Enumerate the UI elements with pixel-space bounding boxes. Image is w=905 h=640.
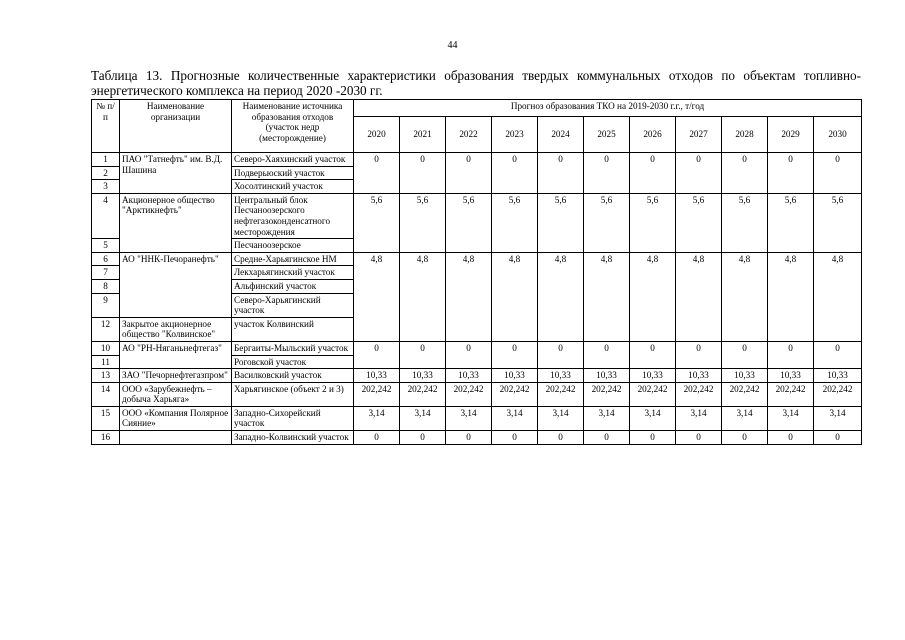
row-number: 15 — [92, 406, 120, 430]
table-row — [92, 406, 862, 430]
forecast-value: 202,242 — [400, 382, 446, 406]
forecast-value: 4,8 — [354, 252, 400, 341]
forecast-value: 4,8 — [676, 252, 722, 341]
forecast-value: 0 — [492, 341, 538, 368]
row-number: 8 — [92, 279, 120, 293]
forecast-value: 5,6 — [676, 193, 722, 252]
header-year-2024: 2024 — [538, 117, 584, 153]
header-year-2020: 2020 — [354, 117, 400, 153]
header-year-2022: 2022 — [446, 117, 492, 153]
forecast-value: 0 — [446, 153, 492, 194]
page-number: 44 — [447, 40, 458, 51]
table-row — [92, 193, 862, 238]
table-row — [92, 341, 862, 355]
organization-name: ЗАО "Печорнефтегазпром" — [120, 369, 232, 383]
table-row — [92, 369, 862, 383]
forecast-value: 0 — [630, 153, 676, 194]
forecast-value: 4,8 — [584, 252, 630, 341]
source-name: Центральный блок Песчаноозерского нефтегазоконденсатного месторождения — [232, 193, 354, 238]
forecast-value: 4,8 — [814, 252, 862, 341]
organization-name: АО "РН-Няганьнефтегаз" — [120, 341, 232, 368]
forecast-value: 4,8 — [400, 252, 446, 341]
forecast-value: 5,6 — [538, 193, 584, 252]
organization-name — [120, 431, 232, 445]
organization-name: ООО «Зарубежнефть – добыча Харьяга» — [120, 382, 232, 406]
forecast-value: 10,33 — [676, 369, 722, 383]
forecast-value: 0 — [538, 431, 584, 445]
table-row — [92, 431, 862, 445]
source-name: Харьягинское (объект 2 и 3) — [232, 382, 354, 406]
header-no: № п/ п — [92, 100, 120, 153]
forecast-value: 4,8 — [722, 252, 768, 341]
forecast-value: 0 — [768, 341, 814, 368]
forecast-value: 4,8 — [538, 252, 584, 341]
forecast-value: 4,8 — [768, 252, 814, 341]
forecast-value: 3,14 — [722, 406, 768, 430]
table-row — [92, 252, 862, 266]
forecast-value: 0 — [630, 341, 676, 368]
forecast-value: 10,33 — [722, 369, 768, 383]
row-number: 5 — [92, 239, 120, 253]
row-number: 12 — [92, 317, 120, 341]
forecast-value: 4,8 — [630, 252, 676, 341]
forecast-value: 202,242 — [538, 382, 584, 406]
source-name: Лекхарьягинский участок — [232, 266, 354, 280]
row-number: 6 — [92, 252, 120, 266]
forecast-value: 5,6 — [584, 193, 630, 252]
forecast-value: 10,33 — [814, 369, 862, 383]
forecast-value: 5,6 — [722, 193, 768, 252]
forecast-value: 202,242 — [354, 382, 400, 406]
source-name: Хосолтинский участок — [232, 180, 354, 194]
forecast-value: 0 — [814, 153, 862, 194]
forecast-value: 202,242 — [814, 382, 862, 406]
row-number: 1 — [92, 153, 120, 167]
header-source: Наименование источника образования отходов (участок недр (месторождение) — [232, 100, 354, 153]
source-name: Роговской участок — [232, 355, 354, 369]
header-year-2027: 2027 — [676, 117, 722, 153]
forecast-value: 5,6 — [630, 193, 676, 252]
forecast-value: 0 — [400, 431, 446, 445]
source-name: Подверьюский участок — [232, 166, 354, 180]
forecast-value: 0 — [584, 153, 630, 194]
forecast-value: 5,6 — [768, 193, 814, 252]
forecast-value: 0 — [814, 341, 862, 368]
header-year-2030: 2030 — [814, 117, 862, 153]
row-number: 10 — [92, 341, 120, 355]
header-year-2021: 2021 — [400, 117, 446, 153]
table-row — [92, 153, 862, 167]
source-name: Северо-Харьягинский участок — [232, 293, 354, 317]
organization-name: Акционерное общество "Арктикнефть" — [120, 193, 232, 252]
forecast-value: 3,14 — [584, 406, 630, 430]
header-year-2023: 2023 — [492, 117, 538, 153]
forecast-value: 0 — [814, 431, 862, 445]
forecast-value: 0 — [446, 431, 492, 445]
forecast-value: 202,242 — [676, 382, 722, 406]
forecast-value: 5,6 — [446, 193, 492, 252]
forecast-value: 0 — [538, 341, 584, 368]
forecast-value: 0 — [538, 153, 584, 194]
row-number: 14 — [92, 382, 120, 406]
row-number: 3 — [92, 180, 120, 194]
forecast-value: 3,14 — [768, 406, 814, 430]
forecast-value: 202,242 — [446, 382, 492, 406]
table-body — [92, 153, 862, 445]
forecast-value: 0 — [354, 431, 400, 445]
source-name: Средне-Харьягинское НМ — [232, 252, 354, 266]
forecast-value: 0 — [492, 431, 538, 445]
forecast-value: 0 — [676, 431, 722, 445]
forecast-value: 10,33 — [446, 369, 492, 383]
forecast-value: 0 — [768, 153, 814, 194]
forecast-value: 0 — [722, 341, 768, 368]
forecast-value: 0 — [722, 153, 768, 194]
row-number: 4 — [92, 193, 120, 238]
header-org: Наименование организации — [120, 100, 232, 153]
forecast-value: 0 — [354, 341, 400, 368]
row-number: 2 — [92, 166, 120, 180]
forecast-value: 4,8 — [492, 252, 538, 341]
organization-name: ПАО "Татнефть" им. В.Д. Шашина — [120, 153, 232, 194]
table-caption: Таблица 13. Прогнозные количественные характеристики образования твердых коммунальных отходов по объектам топливно-энергетического комплекса на период 2020 -2030 гг. — [91, 68, 861, 98]
source-name: Василковский участок — [232, 369, 354, 383]
forecast-value: 0 — [400, 153, 446, 194]
row-number: 7 — [92, 266, 120, 280]
forecast-value: 3,14 — [630, 406, 676, 430]
forecast-value: 3,14 — [446, 406, 492, 430]
forecast-table — [91, 99, 862, 445]
forecast-value: 3,14 — [492, 406, 538, 430]
forecast-value: 202,242 — [768, 382, 814, 406]
forecast-value: 10,33 — [768, 369, 814, 383]
source-name: Песчаноозерское — [232, 239, 354, 253]
forecast-value: 3,14 — [676, 406, 722, 430]
header-row — [92, 100, 862, 117]
forecast-value: 202,242 — [630, 382, 676, 406]
forecast-value: 5,6 — [400, 193, 446, 252]
row-number: 16 — [92, 431, 120, 445]
organization-name: ООО «Компания Полярное Сияние» — [120, 406, 232, 430]
source-name: Альфинский участок — [232, 279, 354, 293]
forecast-value: 10,33 — [538, 369, 584, 383]
header-year-2025: 2025 — [584, 117, 630, 153]
source-name: Северо-Хаяхинский участок — [232, 153, 354, 167]
row-number: 9 — [92, 293, 120, 317]
forecast-value: 0 — [584, 431, 630, 445]
forecast-value: 0 — [492, 153, 538, 194]
forecast-value: 0 — [354, 153, 400, 194]
forecast-value: 3,14 — [814, 406, 862, 430]
forecast-value: 3,14 — [400, 406, 446, 430]
source-name: Бергаиты-Мыльский участок — [232, 341, 354, 355]
forecast-value: 0 — [400, 341, 446, 368]
forecast-value: 10,33 — [584, 369, 630, 383]
forecast-value: 10,33 — [354, 369, 400, 383]
row-number: 11 — [92, 355, 120, 369]
table-row — [92, 382, 862, 406]
forecast-value: 0 — [768, 431, 814, 445]
header-year-2026: 2026 — [630, 117, 676, 153]
forecast-value: 0 — [446, 341, 492, 368]
forecast-value: 5,6 — [814, 193, 862, 252]
forecast-value: 10,33 — [400, 369, 446, 383]
forecast-value: 3,14 — [538, 406, 584, 430]
forecast-value: 0 — [676, 341, 722, 368]
forecast-value: 5,6 — [354, 193, 400, 252]
forecast-value: 10,33 — [492, 369, 538, 383]
forecast-value: 0 — [584, 341, 630, 368]
forecast-value: 0 — [630, 431, 676, 445]
source-name: Западно-Сихорейский участок — [232, 406, 354, 430]
organization-name: АО "ННК-Печоранефть" — [120, 252, 232, 317]
forecast-value: 10,33 — [630, 369, 676, 383]
source-name: Западно-Колвинский участок — [232, 431, 354, 445]
forecast-value: 202,242 — [584, 382, 630, 406]
forecast-value: 0 — [722, 431, 768, 445]
forecast-value: 4,8 — [446, 252, 492, 341]
header-year-2029: 2029 — [768, 117, 814, 153]
forecast-value: 3,14 — [354, 406, 400, 430]
forecast-value: 0 — [676, 153, 722, 194]
header-forecast: Прогноз образования ТКО на 2019-2030 г.г., т/год — [354, 100, 862, 117]
header-year-2028: 2028 — [722, 117, 768, 153]
row-number: 13 — [92, 369, 120, 383]
forecast-value: 202,242 — [722, 382, 768, 406]
forecast-value: 5,6 — [492, 193, 538, 252]
forecast-value: 202,242 — [492, 382, 538, 406]
organization-name: Закрытое акционерное общество "Колвинское" — [120, 317, 232, 341]
source-name: участок Колвинский — [232, 317, 354, 341]
